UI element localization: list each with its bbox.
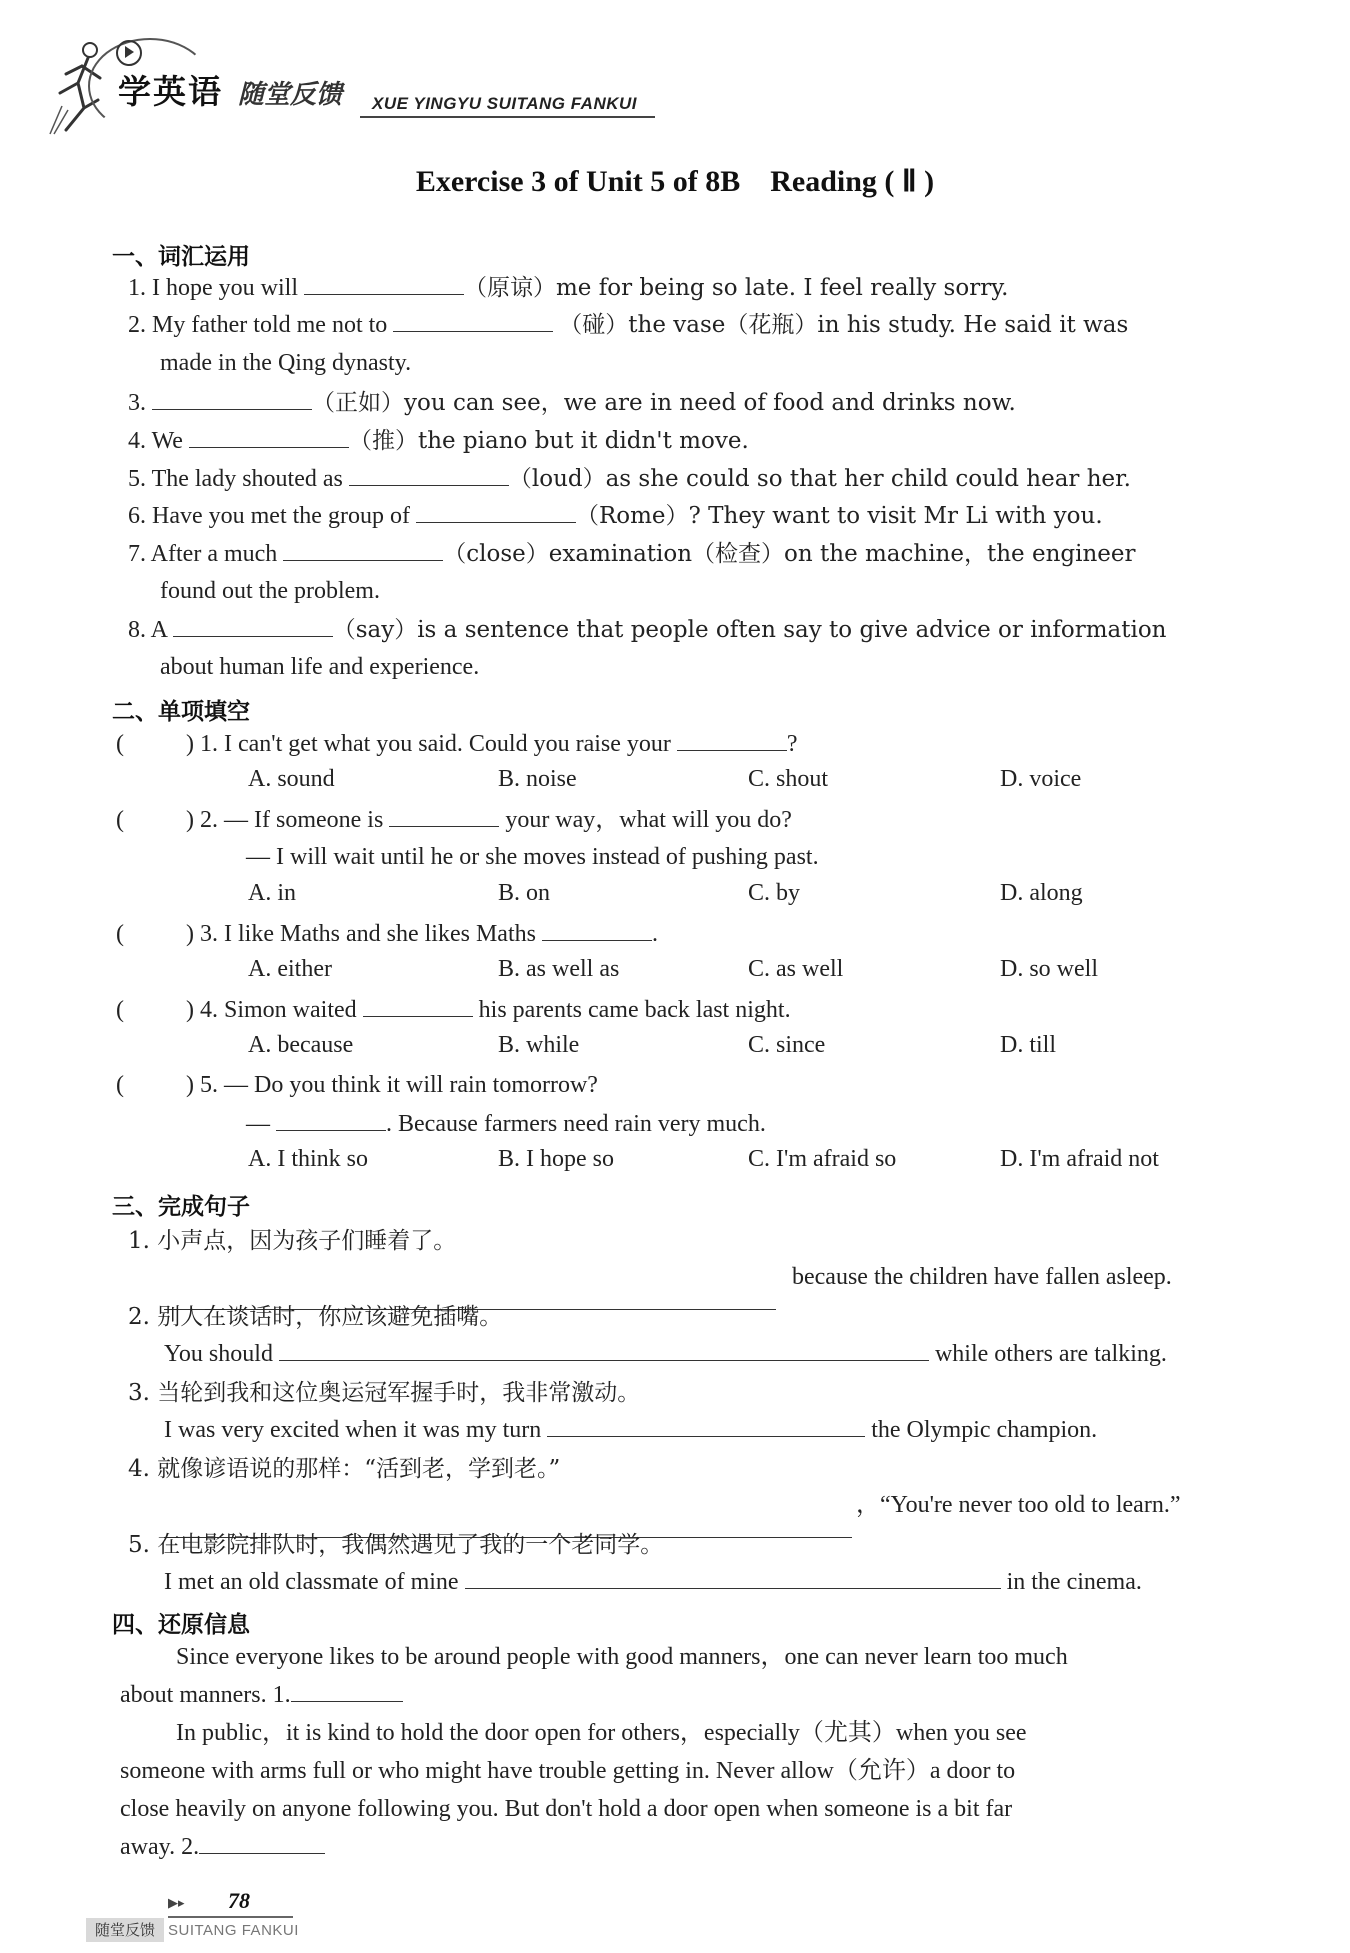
answer-blank[interactable]	[416, 500, 576, 523]
mc-question-1: ( ) 1. I can't get what you said. Could you raise your ?	[116, 728, 798, 759]
mc-option[interactable]: C. shout	[748, 766, 829, 792]
footer-divider	[168, 1916, 293, 1918]
passage-line: close heavily on anyone following you. But don't hold a door open when someone is a bit far	[120, 1796, 1013, 1822]
vocab-item-2: 2. My father told me not to （碰）the vase（花瓶）in his study. He said it was	[128, 309, 1128, 340]
header-underline	[360, 116, 655, 118]
mc-question-2: ( ) 2. — If someone is your way，what will you do?	[116, 804, 792, 835]
mc-option[interactable]: A. I think so	[248, 1146, 368, 1172]
answer-blank[interactable]	[283, 538, 443, 561]
mc-option[interactable]: A. sound	[248, 766, 335, 792]
mc-option[interactable]: C. by	[748, 880, 801, 906]
sentence-cn-3: 3. 当轮到我和这位奥运冠军握手时，我非常激动。	[128, 1380, 641, 1406]
vocab-item-2-cont: made in the Qing dynasty.	[160, 350, 412, 376]
section1-heading: 一、词汇运用	[112, 244, 250, 270]
answer-blank[interactable]	[349, 463, 509, 486]
mc-option[interactable]: A. either	[248, 956, 332, 982]
mc-option[interactable]: C. since	[748, 1032, 826, 1058]
passage-line: Since everyone likes to be around people with good manners，one can never learn too much	[176, 1644, 1068, 1670]
play-icon	[116, 40, 142, 66]
sentence-cn-2: 2. 别人在谈话时，你应该避免插嘴。	[128, 1304, 503, 1330]
answer-blank[interactable]	[189, 425, 349, 448]
page-number: 78	[228, 1888, 250, 1913]
mc-question-3: ( ) 3. I like Maths and she likes Maths .	[116, 918, 658, 949]
answer-blank[interactable]	[547, 1414, 865, 1437]
passage-line: about manners. 1.	[120, 1676, 1260, 1714]
mc-option[interactable]: D. till	[1000, 1032, 1057, 1058]
mc-question-5-line2: — . Because farmers need rain very much.	[246, 1108, 766, 1139]
mc-option[interactable]: D. along	[1000, 880, 1083, 906]
sentence-cn-1: 1. 小声点，因为孩子们睡着了。	[128, 1228, 457, 1254]
answer-blank[interactable]	[279, 1338, 929, 1361]
mc-option[interactable]: D. so well	[1000, 956, 1098, 982]
mc-option[interactable]: B. while	[498, 1032, 580, 1058]
answer-blank[interactable]	[173, 614, 333, 637]
mc-option[interactable]: A. because	[248, 1032, 354, 1058]
vocab-item-8: 8. A （say）is a sentence that people often say to give advice or information	[128, 614, 1167, 645]
answer-blank[interactable]	[393, 309, 553, 332]
mc-option[interactable]: B. noise	[498, 766, 577, 792]
vocab-item-7: 7. After a much （close）examination（检查）on the machine，the engineer	[128, 538, 1136, 569]
vocab-item-1: 1. I hope you will （原谅）me for being so late. I feel really sorry.	[128, 272, 1008, 303]
section2-heading: 二、单项填空	[112, 699, 250, 725]
answer-blank[interactable]	[363, 994, 473, 1017]
passage-line: away. 2.	[120, 1828, 1260, 1866]
sentence-cn-5: 5. 在电影院排队时，我偶然遇见了我的一个老同学。	[128, 1532, 664, 1558]
answer-blank[interactable]	[465, 1566, 1001, 1589]
mc-option[interactable]: A. in	[248, 880, 296, 906]
sentence-cn-4: 4. 就像谚语说的那样：“活到老，学到老。”	[128, 1456, 561, 1482]
passage-line: In public，it is kind to hold the door open for others，especially（尤其）when you see	[176, 1720, 1027, 1746]
answer-blank[interactable]	[276, 1108, 386, 1131]
footer-badge: 随堂反馈	[86, 1918, 164, 1942]
footer-pinyin: SUITANG FANKUI	[168, 1922, 299, 1939]
mc-option[interactable]: C. I'm afraid so	[748, 1146, 897, 1172]
sentence-en-2: You should while others are talking.	[164, 1338, 1167, 1369]
mc-option[interactable]: C. as well	[748, 956, 844, 982]
sentence-en-4: ，“You're never too old to learn.”	[856, 1492, 1181, 1518]
mc-option[interactable]: B. I hope so	[498, 1146, 614, 1172]
answer-blank[interactable]	[152, 387, 312, 410]
answer-blank-1[interactable]	[291, 1679, 403, 1702]
header-pinyin: XUE YINGYU SUITANG FANKUI	[372, 94, 638, 113]
sentence-en-5: I met an old classmate of mine in the cinema.	[164, 1566, 1142, 1597]
vocab-item-8-cont: about human life and experience.	[160, 654, 480, 680]
vocab-item-5: 5. The lady shouted as （loud）as she could so that her child could hear her.	[128, 463, 1131, 494]
vocab-item-3: 3. （正如）you can see，we are in need of food and drinks now.	[128, 387, 1016, 418]
vocab-item-7-cont: found out the problem.	[160, 578, 380, 604]
header-subtitle: 随堂反馈	[238, 80, 343, 110]
passage	[120, 1638, 1260, 1866]
page-title: Exercise 3 of Unit 5 of 8B Reading ( Ⅱ )	[415, 165, 935, 198]
answer-blank-2[interactable]	[199, 1831, 325, 1854]
mc-question-2-line2: — I will wait until he or she moves instead of pushing past.	[246, 844, 819, 870]
mc-option[interactable]: B. as well as	[498, 956, 620, 982]
vocab-item-6: 6. Have you met the group of （Rome）? They want to visit Mr Li with you.	[128, 500, 1103, 531]
mc-question-5: ( ) 5. — Do you think it will rain tomorrow?	[116, 1072, 598, 1098]
answer-blank[interactable]	[677, 728, 787, 751]
section3-heading: 三、完成句子	[112, 1194, 250, 1220]
answer-blank[interactable]	[304, 272, 464, 295]
mc-question-4: ( ) 4. Simon waited his parents came back last night.	[116, 994, 791, 1025]
answer-blank[interactable]	[389, 804, 499, 827]
mc-option[interactable]: D. voice	[1000, 766, 1082, 792]
sentence-en-3: I was very excited when it was my turn the Olympic champion.	[164, 1414, 1097, 1445]
double-arrow-icon: ▶▸	[168, 1896, 185, 1911]
mc-option[interactable]: D. I'm afraid not	[1000, 1146, 1159, 1172]
passage-line: someone with arms full or who might have trouble getting in. Never allow（允许）a door to	[120, 1758, 1016, 1784]
vocab-item-4: 4. We （推）the piano but it didn't move.	[128, 425, 749, 456]
answer-blank[interactable]	[542, 918, 652, 941]
section4-heading: 四、还原信息	[112, 1612, 250, 1638]
header-title: 学英语	[118, 72, 223, 111]
mc-option[interactable]: B. on	[498, 880, 551, 906]
sentence-en-1: because the children have fallen asleep.	[792, 1264, 1172, 1290]
